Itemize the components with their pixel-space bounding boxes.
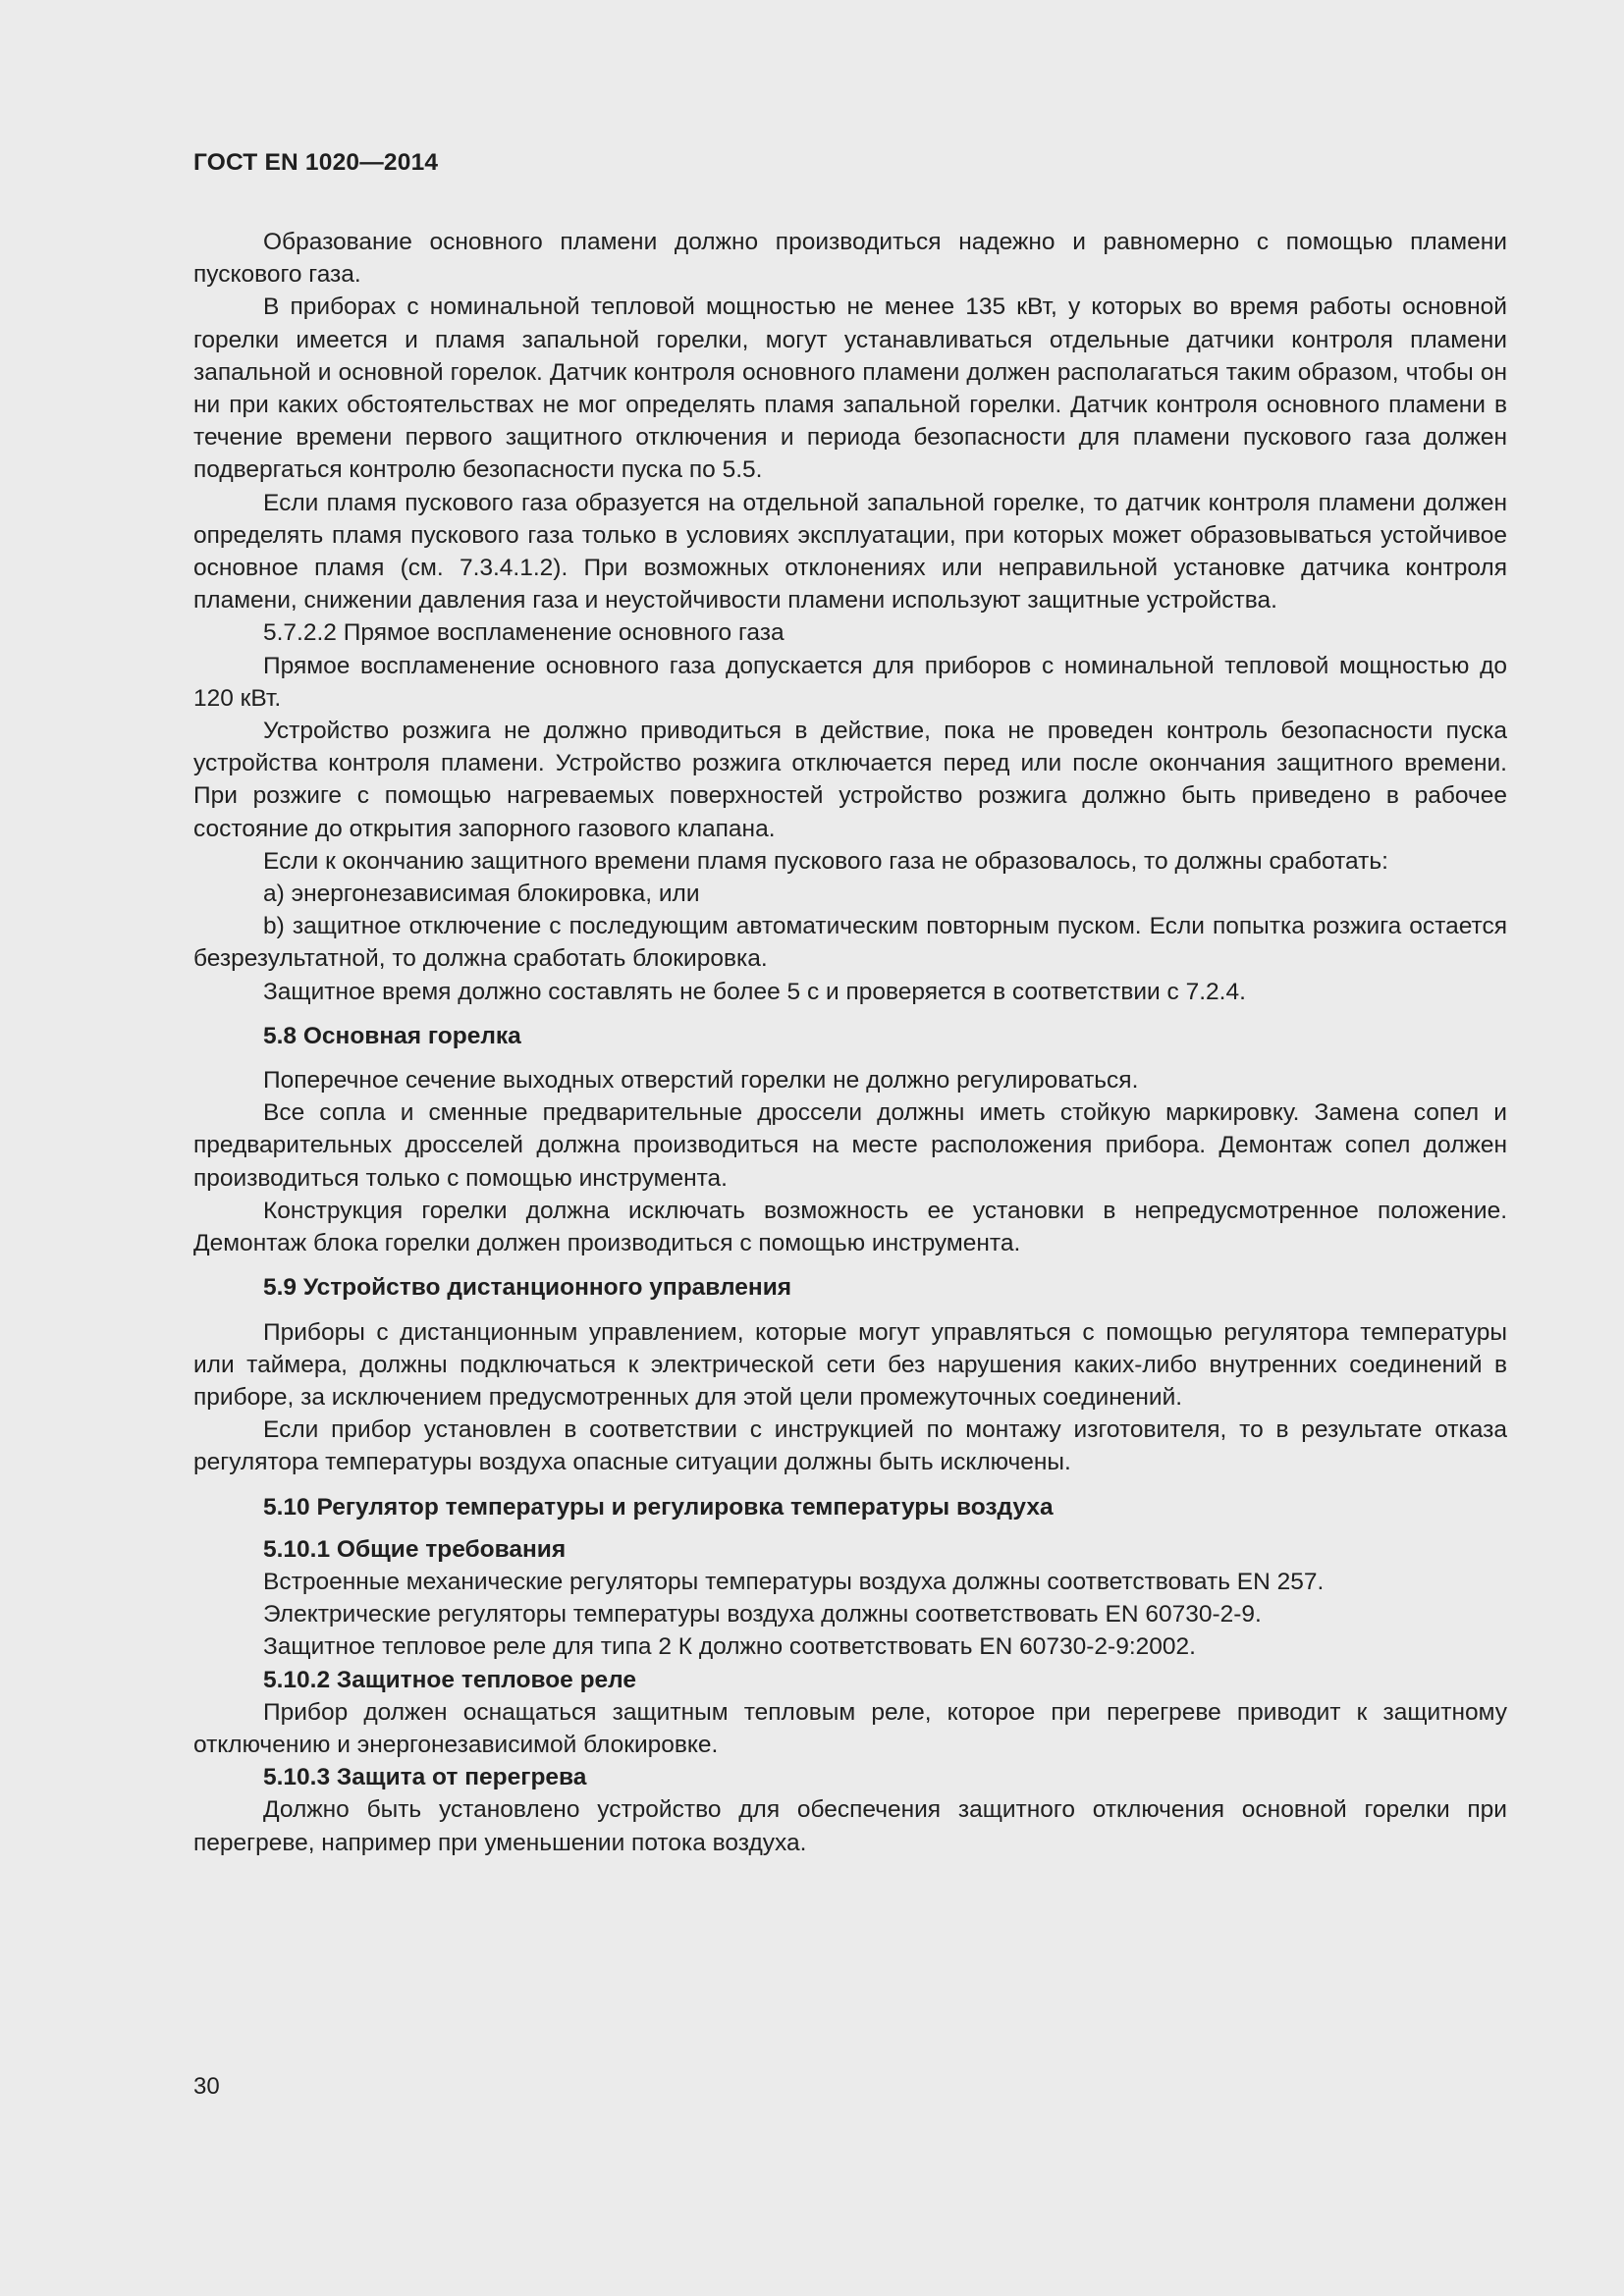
paragraph: Прямое воспламенение основного газа допускается для приборов с номинальной тепловой мощностью до 120 кВт. [193,652,1507,712]
paragraph: Приборы с дистанционным управлением, которые могут управляться с помощью регулятора температуры или таймера, должны подключаться к электрической сети без нарушения каких-либо внутренних соединений в приборе, за исключением предусмотренных для этой цели промежуточных соединений. [193,1318,1507,1411]
subsection-heading-5-10-2: 5.10.2 Защитное тепловое реле [263,1666,637,1693]
paragraph: Устройство розжига не должно приводиться в действие, пока не проведен контроль безопасности пуска устройства контроля пламени. Устройство розжига отключается перед или после окончания защитного времени. При розжиге с помощью нагреваемых поверхностей устройство розжига должно быть приведено в рабочее состояние до открытия запорного газового клапана. [193,718,1507,842]
paragraph: Все сопла и сменные предварительные дроссели должны иметь стойкую маркировку. Замена сопел и предварительных дросселей должна производиться на месте расположения прибора. Демонтаж сопел должен производиться только с помощью инструмента. [193,1099,1507,1192]
document-header: ГОСТ EN 1020—2014 [193,149,439,176]
subsection-heading-5-10-1: 5.10.1 Общие требования [263,1535,567,1563]
paragraph: Защитное время должно составлять не более 5 с и проверяется в соответствии с 7.2.4. [263,978,1246,1005]
section-heading-5-10: 5.10 Регулятор температуры и регулировка температуры воздуха [263,1493,1054,1521]
page-number: 30 [193,2073,220,2100]
list-item-b: b) защитное отключение с последующим автоматическим повторным пуском. Если попытка розжига остается безрезультатной, то должна сработать блокировка. [193,913,1507,973]
paragraph: Образование основного пламени должно производиться надежно и равномерно с помощью пламени пускового газа. [193,229,1507,289]
paragraph: Защитное тепловое реле для типа 2 К должно соответствовать EN 60730-2-9:2002. [263,1633,1196,1661]
subsection-heading: 5.7.2.2 Прямое воспламенение основного газа [263,619,785,647]
section-heading-5-9: 5.9 Устройство дистанционного управления [263,1274,792,1302]
subsection-heading-5-10-3: 5.10.3 Защита от перегрева [263,1764,587,1791]
paragraph: Если к окончанию защитного времени пламя пускового газа не образовалось, то должны сработать: [263,847,1388,875]
paragraph: Если прибор установлен в соответствии с инструкцией по монтажу изготовителя, то в результате отказа регулятора температуры воздуха опасные ситуации должны быть исключены. [193,1416,1507,1476]
paragraph: Электрические регуляторы температуры воздуха должны соответствовать EN 60730-2-9. [263,1601,1262,1629]
paragraph: Прибор должен оснащаться защитным тепловым реле, которое при перегреве приводит к защитному отключению и энергонезависимой блокировке. [193,1698,1507,1758]
paragraph: Поперечное сечение выходных отверстий горелки не должно регулироваться. [263,1067,1139,1095]
paragraph: В приборах с номинальной тепловой мощностью не менее 135 кВт, у которых во время работы основной горелки имеется и пламя запальной горелки, могут устанавливаться отдельные датчики контроля пламени запальной и основной горелок. Датчик контроля основного пламени должен располагаться таким образом, чтобы он ни при каких обстоятельствах не мог определять пламя запальной горелки. Датчик контроля основного пламени в течение времени первого защитного отключения и периода безопасности для пламени пускового газа должен подвергаться контролю безопасности пуска по 5.5. [193,294,1507,484]
paragraph: Если пламя пускового газа образуется на отдельной запальной горелке, то датчик контроля пламени должен определять пламя пускового газа только в условиях эксплуатации, при которых может образовываться устойчивое основное пламя (см. 7.3.4.1.2). При возможных отклонениях или неправильной установке датчика контроля пламени, снижении давления газа и неустойчивости пламени используют защитные устройства. [193,489,1507,614]
section-heading-5-8: 5.8 Основная горелка [263,1022,521,1049]
document-body [193,226,1507,1859]
paragraph: Должно быть установлено устройство для обеспечения защитного отключения основной горелки при перегреве, например при уменьшении потока воздуха. [193,1796,1507,1856]
list-item-a: a) энергонезависимая блокировка, или [263,881,700,908]
paragraph: Встроенные механические регуляторы температуры воздуха должны соответствовать EN 257. [263,1568,1325,1595]
paragraph: Конструкция горелки должна исключать возможность ее установки в непредусмотренное положение. Демонтаж блока горелки должен производиться с помощью инструмента. [193,1197,1507,1257]
